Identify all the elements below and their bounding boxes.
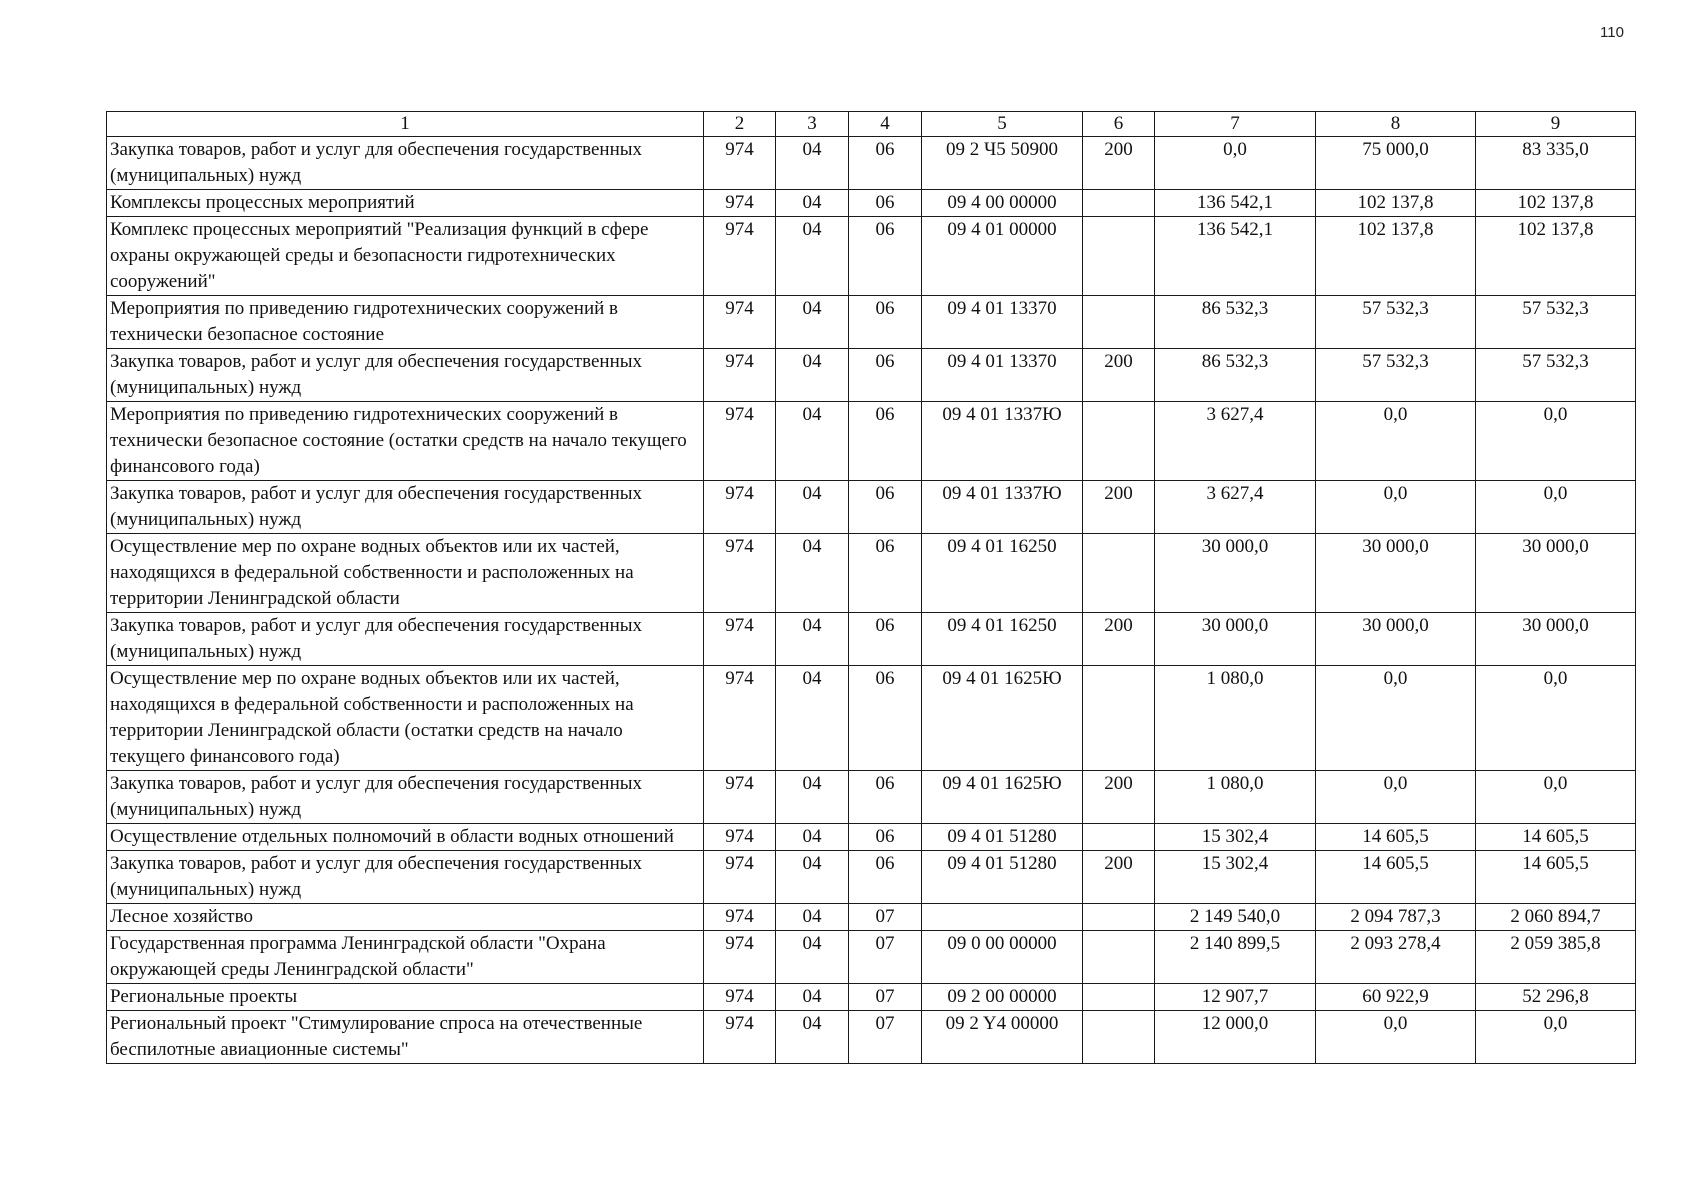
table-body: [107, 137, 1636, 1064]
subsection-cell: 06: [849, 137, 922, 190]
amount-year-2-cell: 14 605,5: [1316, 851, 1476, 904]
expense-type-cell: [1083, 296, 1155, 349]
amount-year-1-cell: 136 542,1: [1155, 217, 1316, 296]
amount-year-3-cell: 0,0: [1476, 771, 1636, 824]
line-item-name: Мероприятия по приведению гидротехнических сооружений в технически безопасное состояние: [107, 296, 704, 349]
target-article-cell: [922, 904, 1083, 931]
line-item-name: Лесное хозяйство: [107, 904, 704, 931]
ministry-code-cell: 974: [704, 190, 776, 217]
amount-year-3-cell: 52 296,8: [1476, 984, 1636, 1011]
target-article-cell: 09 4 01 13370: [922, 349, 1083, 402]
amount-year-1-cell: 86 532,3: [1155, 296, 1316, 349]
target-article-cell: 09 4 01 16250: [922, 613, 1083, 666]
column-number: 3: [776, 112, 849, 137]
amount-year-1-cell: 15 302,4: [1155, 824, 1316, 851]
amount-year-3-cell: 102 137,8: [1476, 190, 1636, 217]
section-cell: 04: [776, 984, 849, 1011]
subsection-cell: 07: [849, 904, 922, 931]
subsection-cell: 06: [849, 666, 922, 771]
amount-year-2-cell: 75 000,0: [1316, 137, 1476, 190]
amount-year-2-cell: 14 605,5: [1316, 824, 1476, 851]
amount-year-1-cell: 12 907,7: [1155, 984, 1316, 1011]
line-item-name: Закупка товаров, работ и услуг для обеспечения государственных (муниципальных) нужд: [107, 613, 704, 666]
ministry-code-cell: 974: [704, 613, 776, 666]
subsection-cell: 06: [849, 349, 922, 402]
ministry-code-cell: 974: [704, 666, 776, 771]
target-article-cell: 09 4 01 00000: [922, 217, 1083, 296]
ministry-code-cell: 974: [704, 984, 776, 1011]
amount-year-1-cell: 1 080,0: [1155, 666, 1316, 771]
section-cell: 04: [776, 851, 849, 904]
subsection-cell: 06: [849, 481, 922, 534]
expense-type-cell: [1083, 534, 1155, 613]
column-number: 9: [1476, 112, 1636, 137]
line-item-name: Региональные проекты: [107, 984, 704, 1011]
line-item-name: Мероприятия по приведению гидротехнических сооружений в технически безопасное состояние (остатки средств на начало текущего финансового года): [107, 402, 704, 481]
amount-year-2-cell: 102 137,8: [1316, 217, 1476, 296]
table-row: [107, 824, 1636, 851]
section-cell: 04: [776, 904, 849, 931]
column-number: 6: [1083, 112, 1155, 137]
amount-year-3-cell: 2 060 894,7: [1476, 904, 1636, 931]
ministry-code-cell: 974: [704, 402, 776, 481]
table-row: [107, 349, 1636, 402]
amount-year-2-cell: 2 093 278,4: [1316, 931, 1476, 984]
amount-year-2-cell: 30 000,0: [1316, 534, 1476, 613]
subsection-cell: 07: [849, 931, 922, 984]
amount-year-1-cell: 30 000,0: [1155, 534, 1316, 613]
expense-type-cell: 200: [1083, 137, 1155, 190]
target-article-cell: 09 4 01 1337Ю: [922, 481, 1083, 534]
budget-table: [106, 111, 1636, 1064]
amount-year-2-cell: 0,0: [1316, 1011, 1476, 1064]
expense-type-cell: [1083, 190, 1155, 217]
amount-year-2-cell: 102 137,8: [1316, 190, 1476, 217]
table-row: [107, 904, 1636, 931]
expense-type-cell: [1083, 984, 1155, 1011]
line-item-name: Комплексы процессных мероприятий: [107, 190, 704, 217]
section-cell: 04: [776, 931, 849, 984]
amount-year-3-cell: 30 000,0: [1476, 613, 1636, 666]
amount-year-3-cell: 0,0: [1476, 481, 1636, 534]
amount-year-3-cell: 14 605,5: [1476, 824, 1636, 851]
subsection-cell: 06: [849, 851, 922, 904]
ministry-code-cell: 974: [704, 137, 776, 190]
table-row: [107, 613, 1636, 666]
subsection-cell: 06: [849, 217, 922, 296]
target-article-cell: 09 4 01 1625Ю: [922, 771, 1083, 824]
table-row: [107, 851, 1636, 904]
line-item-name: Осуществление мер по охране водных объектов или их частей, находящихся в федеральной собственности и расположенных на территории Ленинградской области: [107, 534, 704, 613]
column-number: 4: [849, 112, 922, 137]
ministry-code-cell: 974: [704, 534, 776, 613]
amount-year-2-cell: 0,0: [1316, 481, 1476, 534]
target-article-cell: 09 4 01 1337Ю: [922, 402, 1083, 481]
subsection-cell: 06: [849, 613, 922, 666]
table-row: [107, 534, 1636, 613]
column-number-row: [107, 112, 1636, 137]
column-number: 2: [704, 112, 776, 137]
ministry-code-cell: 974: [704, 904, 776, 931]
amount-year-3-cell: 14 605,5: [1476, 851, 1636, 904]
expense-type-cell: 200: [1083, 771, 1155, 824]
ministry-code-cell: 974: [704, 851, 776, 904]
column-number: 5: [922, 112, 1083, 137]
line-item-name: Государственная программа Ленинградской области "Охрана окружающей среды Ленинградской области": [107, 931, 704, 984]
section-cell: 04: [776, 349, 849, 402]
expense-type-cell: 200: [1083, 851, 1155, 904]
table-row: [107, 771, 1636, 824]
amount-year-1-cell: 3 627,4: [1155, 481, 1316, 534]
table-row: [107, 296, 1636, 349]
amount-year-2-cell: 2 094 787,3: [1316, 904, 1476, 931]
expense-type-cell: [1083, 666, 1155, 771]
amount-year-2-cell: 57 532,3: [1316, 296, 1476, 349]
section-cell: 04: [776, 1011, 849, 1064]
table-row: [107, 984, 1636, 1011]
subsection-cell: 06: [849, 534, 922, 613]
target-article-cell: 09 4 01 13370: [922, 296, 1083, 349]
section-cell: 04: [776, 534, 849, 613]
amount-year-2-cell: 0,0: [1316, 771, 1476, 824]
amount-year-2-cell: 57 532,3: [1316, 349, 1476, 402]
ministry-code-cell: 974: [704, 481, 776, 534]
section-cell: 04: [776, 217, 849, 296]
expense-type-cell: 200: [1083, 349, 1155, 402]
expense-type-cell: 200: [1083, 481, 1155, 534]
section-cell: 04: [776, 137, 849, 190]
ministry-code-cell: 974: [704, 349, 776, 402]
table-row: [107, 402, 1636, 481]
column-number: 8: [1316, 112, 1476, 137]
subsection-cell: 06: [849, 190, 922, 217]
column-number: 7: [1155, 112, 1316, 137]
amount-year-2-cell: 30 000,0: [1316, 613, 1476, 666]
amount-year-1-cell: 136 542,1: [1155, 190, 1316, 217]
amount-year-3-cell: 57 532,3: [1476, 349, 1636, 402]
expense-type-cell: [1083, 1011, 1155, 1064]
ministry-code-cell: 974: [704, 217, 776, 296]
section-cell: 04: [776, 824, 849, 851]
line-item-name: Комплекс процессных мероприятий "Реализация функций в сфере охраны окружающей среды и безопасности гидротехнических сооружений": [107, 217, 704, 296]
amount-year-3-cell: 30 000,0: [1476, 534, 1636, 613]
amount-year-1-cell: 1 080,0: [1155, 771, 1316, 824]
amount-year-2-cell: 60 922,9: [1316, 984, 1476, 1011]
expense-type-cell: [1083, 217, 1155, 296]
expense-type-cell: 200: [1083, 613, 1155, 666]
amount-year-1-cell: 2 149 540,0: [1155, 904, 1316, 931]
section-cell: 04: [776, 190, 849, 217]
amount-year-1-cell: 86 532,3: [1155, 349, 1316, 402]
amount-year-3-cell: 0,0: [1476, 1011, 1636, 1064]
line-item-name: Закупка товаров, работ и услуг для обеспечения государственных (муниципальных) нужд: [107, 349, 704, 402]
amount-year-1-cell: 30 000,0: [1155, 613, 1316, 666]
amount-year-3-cell: 102 137,8: [1476, 217, 1636, 296]
line-item-name: Закупка товаров, работ и услуг для обеспечения государственных (муниципальных) нужд: [107, 771, 704, 824]
amount-year-3-cell: 2 059 385,8: [1476, 931, 1636, 984]
page-number: 110: [1600, 24, 1624, 41]
amount-year-3-cell: 83 335,0: [1476, 137, 1636, 190]
column-number: 1: [107, 112, 704, 137]
section-cell: 04: [776, 402, 849, 481]
table-row: [107, 1011, 1636, 1064]
amount-year-3-cell: 0,0: [1476, 666, 1636, 771]
section-cell: 04: [776, 296, 849, 349]
amount-year-2-cell: 0,0: [1316, 402, 1476, 481]
table-row: [107, 217, 1636, 296]
section-cell: 04: [776, 771, 849, 824]
expense-type-cell: [1083, 824, 1155, 851]
ministry-code-cell: 974: [704, 931, 776, 984]
ministry-code-cell: 974: [704, 824, 776, 851]
amount-year-1-cell: 2 140 899,5: [1155, 931, 1316, 984]
line-item-name: Закупка товаров, работ и услуг для обеспечения государственных (муниципальных) нужд: [107, 137, 704, 190]
amount-year-1-cell: 3 627,4: [1155, 402, 1316, 481]
table-row: [107, 931, 1636, 984]
target-article-cell: 09 4 01 1625Ю: [922, 666, 1083, 771]
target-article-cell: 09 0 00 00000: [922, 931, 1083, 984]
subsection-cell: 06: [849, 296, 922, 349]
amount-year-1-cell: 15 302,4: [1155, 851, 1316, 904]
amount-year-2-cell: 0,0: [1316, 666, 1476, 771]
target-article-cell: 09 2 Y4 00000: [922, 1011, 1083, 1064]
ministry-code-cell: 974: [704, 296, 776, 349]
expense-type-cell: [1083, 402, 1155, 481]
line-item-name: Закупка товаров, работ и услуг для обеспечения государственных (муниципальных) нужд: [107, 481, 704, 534]
table-row: [107, 481, 1636, 534]
target-article-cell: 09 4 01 51280: [922, 824, 1083, 851]
expense-type-cell: [1083, 904, 1155, 931]
amount-year-1-cell: 12 000,0: [1155, 1011, 1316, 1064]
subsection-cell: 06: [849, 824, 922, 851]
subsection-cell: 06: [849, 771, 922, 824]
subsection-cell: 07: [849, 984, 922, 1011]
target-article-cell: 09 2 Ч5 50900: [922, 137, 1083, 190]
line-item-name: Закупка товаров, работ и услуг для обеспечения государственных (муниципальных) нужд: [107, 851, 704, 904]
ministry-code-cell: 974: [704, 771, 776, 824]
amount-year-3-cell: 57 532,3: [1476, 296, 1636, 349]
line-item-name: Осуществление отдельных полномочий в области водных отношений: [107, 824, 704, 851]
line-item-name: Региональный проект "Стимулирование спроса на отечественные беспилотные авиационные системы": [107, 1011, 704, 1064]
target-article-cell: 09 4 00 00000: [922, 190, 1083, 217]
ministry-code-cell: 974: [704, 1011, 776, 1064]
amount-year-3-cell: 0,0: [1476, 402, 1636, 481]
expense-type-cell: [1083, 931, 1155, 984]
line-item-name: Осуществление мер по охране водных объектов или их частей, находящихся в федеральной собственности и расположенных на территории Ленинградской области (остатки средств на начало текущего финансового года): [107, 666, 704, 771]
target-article-cell: 09 4 01 51280: [922, 851, 1083, 904]
target-article-cell: 09 2 00 00000: [922, 984, 1083, 1011]
subsection-cell: 07: [849, 1011, 922, 1064]
table-row: [107, 190, 1636, 217]
table-row: [107, 137, 1636, 190]
section-cell: 04: [776, 613, 849, 666]
section-cell: 04: [776, 666, 849, 771]
subsection-cell: 06: [849, 402, 922, 481]
table-row: [107, 666, 1636, 771]
section-cell: 04: [776, 481, 849, 534]
target-article-cell: 09 4 01 16250: [922, 534, 1083, 613]
amount-year-1-cell: 0,0: [1155, 137, 1316, 190]
